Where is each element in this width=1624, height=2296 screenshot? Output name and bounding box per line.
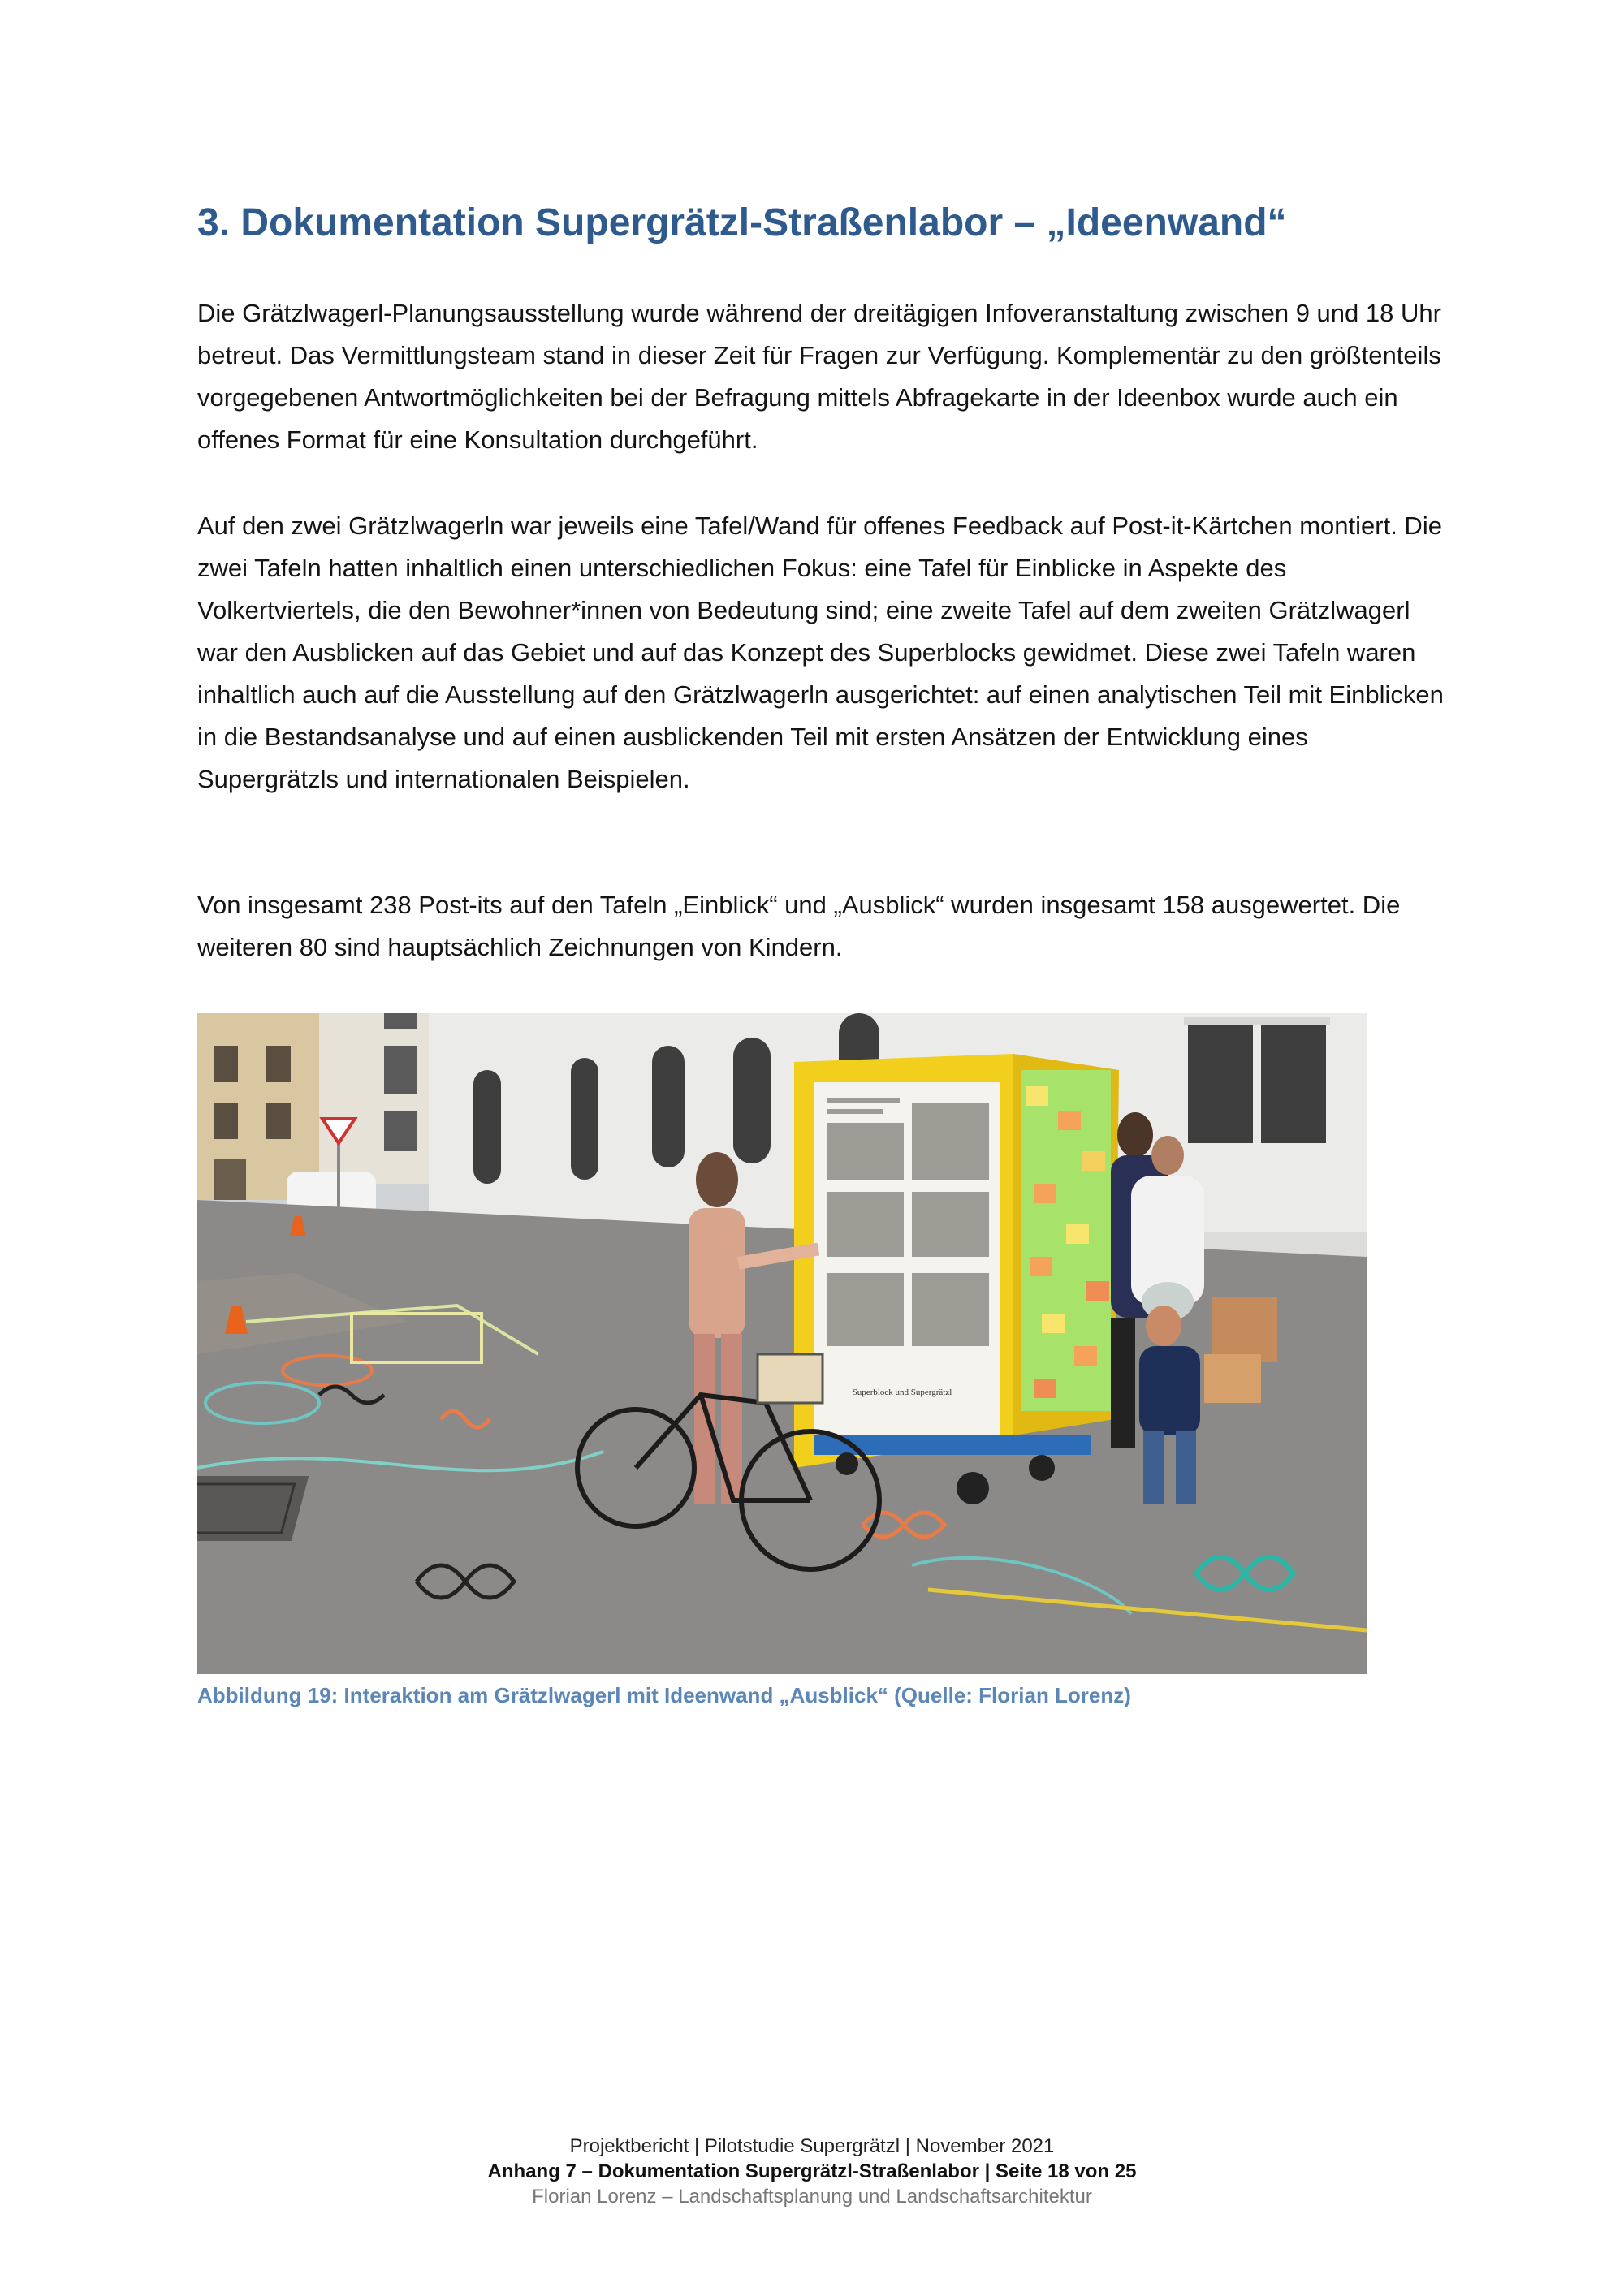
poster-title: Superblock und Supergrätzl (852, 1388, 952, 1397)
section-heading: 3. Dokumentation Supergrätzl-Straßenlabor – „Ideenwand“ (197, 201, 1287, 244)
footer-author: Florian Lorenz – Landschaftsplanung und Landschaftsarchitektur (532, 2186, 1092, 2208)
paragraph-tafeln: Auf den zwei Grätzlwagerln war jeweils eine Tafel/Wand für offenes Feedback auf Post-it-Kärtchen montiert. Die zwei Tafeln hatten inhaltlich einen unterschiedlichen Fokus: eine Tafel für Einblicke in Aspekte des Volkertviertels, die den Bewohner*innen von Bedeutung sind; eine zweite Tafel auf dem zweiten Grätzlwagerl war den Ausblicken auf das Gebiet und auf das Konzept des Superblocks gewidmet. Diese zwei Tafeln waren inhaltlich auch auf die Ausstellung auf den Grätzlwagerln ausgerichtet: auf einen analytischen Teil mit Einblicken in die Bestandsanalyse und auf einen ausblickenden Teil mit ersten Ansätzen der Entwicklung eines Supergrätzls und internationalen Beispielen. (197, 511, 1444, 793)
drain-grate (197, 1476, 309, 1541)
street-photo (197, 1013, 1367, 1674)
paragraph-intro: Die Grätzlwagerl-Planungsausstellung wurde während der dreitägigen Infoveranstaltung zwischen 9 und 18 Uhr betreut. Das Vermittlungsteam stand in dieser Zeit für Fragen zur Verfügung. Komplementär zu den größtenteils vorgegebenen Antwortmöglichkeiten bei der Befragung mittels Abfragekarte in der Ideenbox wurde auch ein offenes Format für eine Konsultation durchgeführt. (197, 299, 1441, 454)
footer-section: Anhang 7 – Dokumentation Supergrätzl-Straßenlabor | Seite 18 von 25 (487, 2160, 1137, 2182)
photo-figure (197, 1013, 1367, 1674)
footer-project: Projektbericht | Pilotstudie Supergrätzl | November 2021 (569, 2135, 1055, 2157)
paragraph-postits: Von insgesamt 238 Post-its auf den Tafeln „Einblick“ und „Ausblick“ wurden insgesamt 158 ausgewertet. Die weiteren 80 sind hauptsächlich Zeichnungen von Kindern. (197, 891, 1401, 961)
figure-caption: Abbildung 19: Interaktion am Grätzlwagerl mit Ideenwand „Ausblick“ (Quelle: Florian Lorenz) (197, 1683, 1131, 1707)
